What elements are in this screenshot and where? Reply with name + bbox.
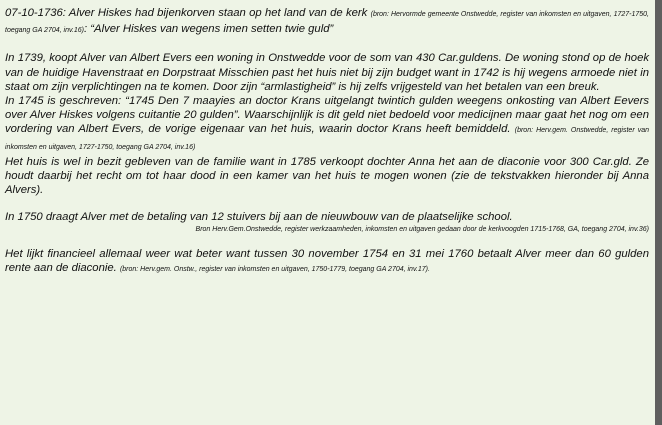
paragraph-diaconie: Het huis is wel in bezit gebleven van de familie want in 1785 verkoopt dochter Anna het aan de diaconie voor 300 Car.gld. Ze houdt daarbij het recht om tot haar dood in een kamer van het huis te mogen wonen (zie de tekstvakken hieronder bij Anna Alvers). [5, 155, 649, 197]
source-citation: (bron: Herv.gem. Onstw., register van inkomsten en uitgaven, 1750-1779, toegang GA 2704, inv.17). [119, 265, 430, 273]
paragraph-school [5, 210, 649, 233]
paragraph-text: In 1750 draagt Alver met de betaling van 12 stuivers bij aan de nieuwbouw van de plaatselijke school. [5, 211, 513, 224]
paragraph-text: In 1745 is geschreven: “1745 Den 7 maayies an doctor Krans uitgelangt twintich gulden weegens onkosting van Albert Eevers over Alver Hiskes volgens cuitantie 20 gulden”. Waarschijnlijk is dit geld niet bedoeld voor medicijnen maar gaat het nog om een vordering van Albert Evers, de vorige eigenaar van het huis, waarin doctor Krans heeft bemiddeld. [5, 95, 649, 136]
source-citation: (bron: Herv.gem. Onstwedde, register van inkomsten en uitgaven, 1727-1750, toegang GA 2704, inv.16) [5, 127, 649, 151]
quote-text: : “Alver Hiskes van wegens imen setten twie guld” [84, 23, 334, 36]
source-citation: Bron Herv.Gem.Onstwedde, register werkzaamheden, inkomsten en uitgaven gedaan door de kerkvoogden 1715-1768, GA, toegang 2704, inv.36) [195, 225, 649, 233]
paragraph-text: 07-10-1736: Alver Hiskes had bijenkorven staan op het land van de kerk [5, 7, 368, 19]
paragraph-text: Het lijkt financieel allemaal weer wat beter want tussen 30 november 1754 en 31 mei 1760 betaalt Alver meer dan 60 gulden rente aan de diaconie. [5, 247, 649, 274]
paragraph-bijenkorven [5, 6, 649, 38]
paragraph-doctor-krans [5, 94, 649, 155]
source-citation: (bron: Hervormde gemeente Onstwedde, register van inkomsten en uitgaven, 1727-1750, toegang GA 2704, inv.16) [5, 11, 649, 35]
paragraph-rente [5, 247, 649, 277]
paragraph-woning: In 1739, koopt Alver van Albert Evers een woning in Onstwedde voor de som van 430 Car.guldens. De woning stond op de hoek van de huidige Havenstraat en Dorpstraat Misschien past het huis niet bij zijn budget want in 1742 is hij wegens armoede niet in staat om zijn verplichtingen na te komen. Door zijn “armlastigheid” is hij zelfs vrijgesteld van het betalen van een breuk. [5, 52, 649, 93]
right-edge-strip [655, 0, 662, 425]
